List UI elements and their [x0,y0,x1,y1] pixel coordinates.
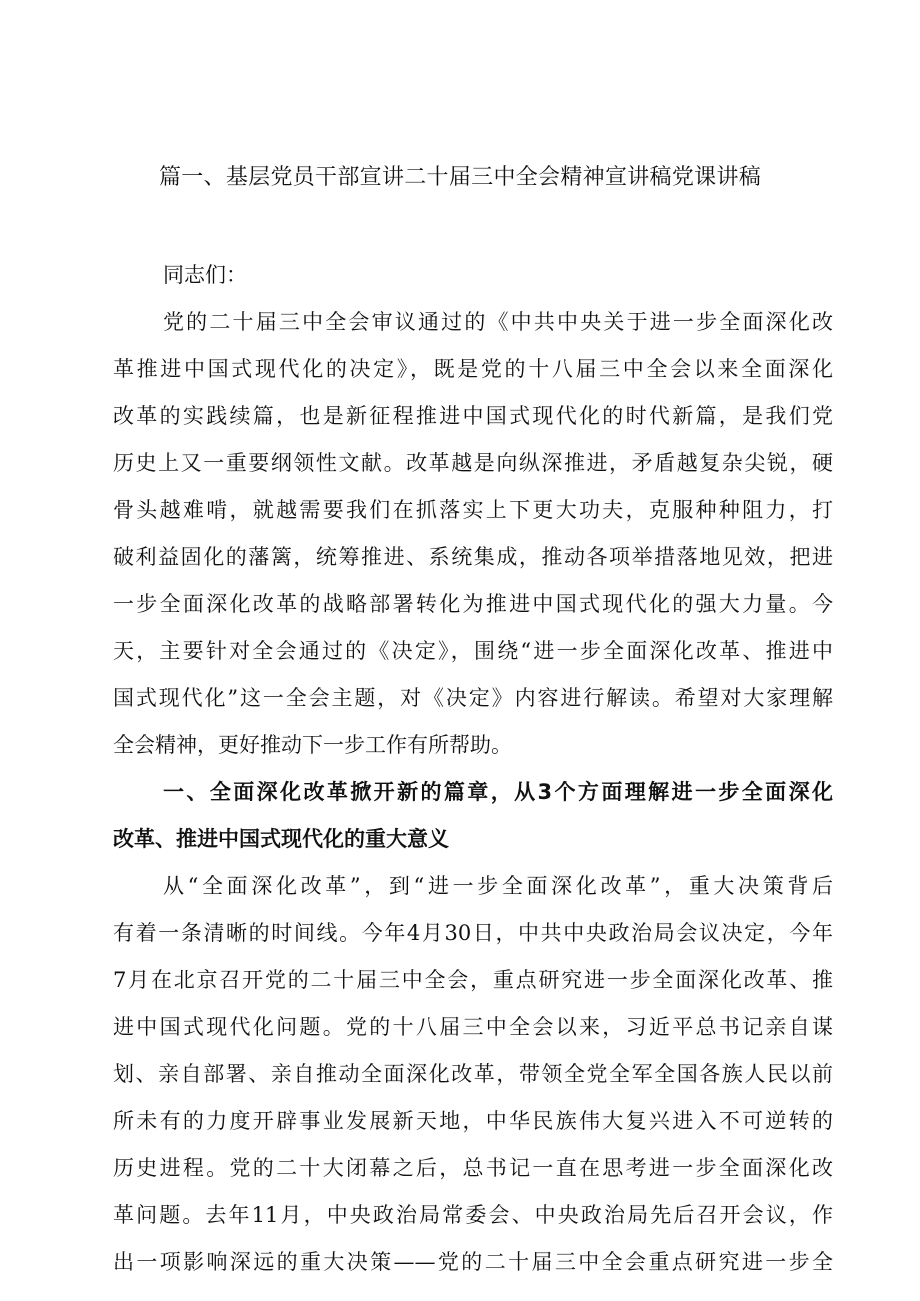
paragraph-intro [113,299,833,769]
paragraph-line: 全会精神，更好推动下一步工作有所帮助。 [113,733,512,757]
paragraph-line: 历史上又一重要纲领性文献。改革越是向纵深推进，矛盾越复杂尖锐，硬 [113,451,833,475]
paragraph-line: 出一项影响深远的重大决策——党的二十届三中全会重点研究进一步全 [113,1250,833,1274]
section-heading-1 [113,769,833,863]
paragraph-line: 骨头越难啃，就越需要我们在抓落实上下更大功夫，克服种种阻力，打 [113,498,833,522]
paragraph-line: 破利益固化的藩篱，统筹推进、系统集成，推动各项举措落地见效，把进 [113,545,833,569]
document-body [113,252,833,1286]
paragraph-line: 进中国式现代化问题。党的十八届三中全会以来，习近平总书记亲自谋 [113,1015,833,1039]
salutation: 同志们： [163,263,247,287]
paragraph-line: 历史进程。党的二十大闭幕之后，总书记一直在思考进一步全面深化改 [113,1156,833,1180]
paragraph-line: 7月在北京召开党的二十届三中全会，重点研究进一步全面深化改革、推 [113,968,833,992]
paragraph-line: 一步全面深化改革的战略部署转化为推进中国式现代化的强大力量。今 [113,592,833,616]
paragraph-line: 国式现代化”这一全会主题，对《决定》内容进行解读。希望对大家理解 [113,686,833,710]
paragraph-line: 天，主要针对全会通过的《决定》，围绕“进一步全面深化改革、推进中 [113,639,833,663]
paragraph-line: 改革的实践续篇，也是新征程推进中国式现代化的时代新篇，是我们党 [113,404,833,428]
paragraph-line: 划、亲自部署、亲自推动全面深化改革，带领全党全军全国各族人民以前 [113,1062,833,1086]
paragraph-line: 革推进中国式现代化的决定》，既是党的十八届三中全会以来全面深化 [113,357,833,381]
paragraph-line: 从“全面深化改革”，到“进一步全面深化改革”，重大决策背后 [163,874,833,898]
paragraph-line: 革问题。去年11月，中央政治局常委会、中央政治局先后召开会议，作 [113,1203,833,1227]
paragraph-line: 有着一条清晰的时间线。今年4月30日，中共中央政治局会议决定，今年 [113,921,833,945]
document-title: 篇一、基层党员干部宣讲二十届三中全会精神宣讲稿党课讲稿 [158,165,762,190]
paragraph-line: 所未有的力度开辟事业发展新天地，中华民族伟大复兴进入不可逆转的 [113,1109,833,1133]
paragraph-timeline [113,863,833,1286]
heading-line: 一、全面深化改革掀开新的篇章，从3个方面理解进一步全面深化 [163,780,833,804]
heading-line: 改革、推进中国式现代化的重大意义 [113,827,449,851]
paragraph-line: 党的二十届三中全会审议通过的《中共中央关于进一步全面深化改 [163,310,833,334]
